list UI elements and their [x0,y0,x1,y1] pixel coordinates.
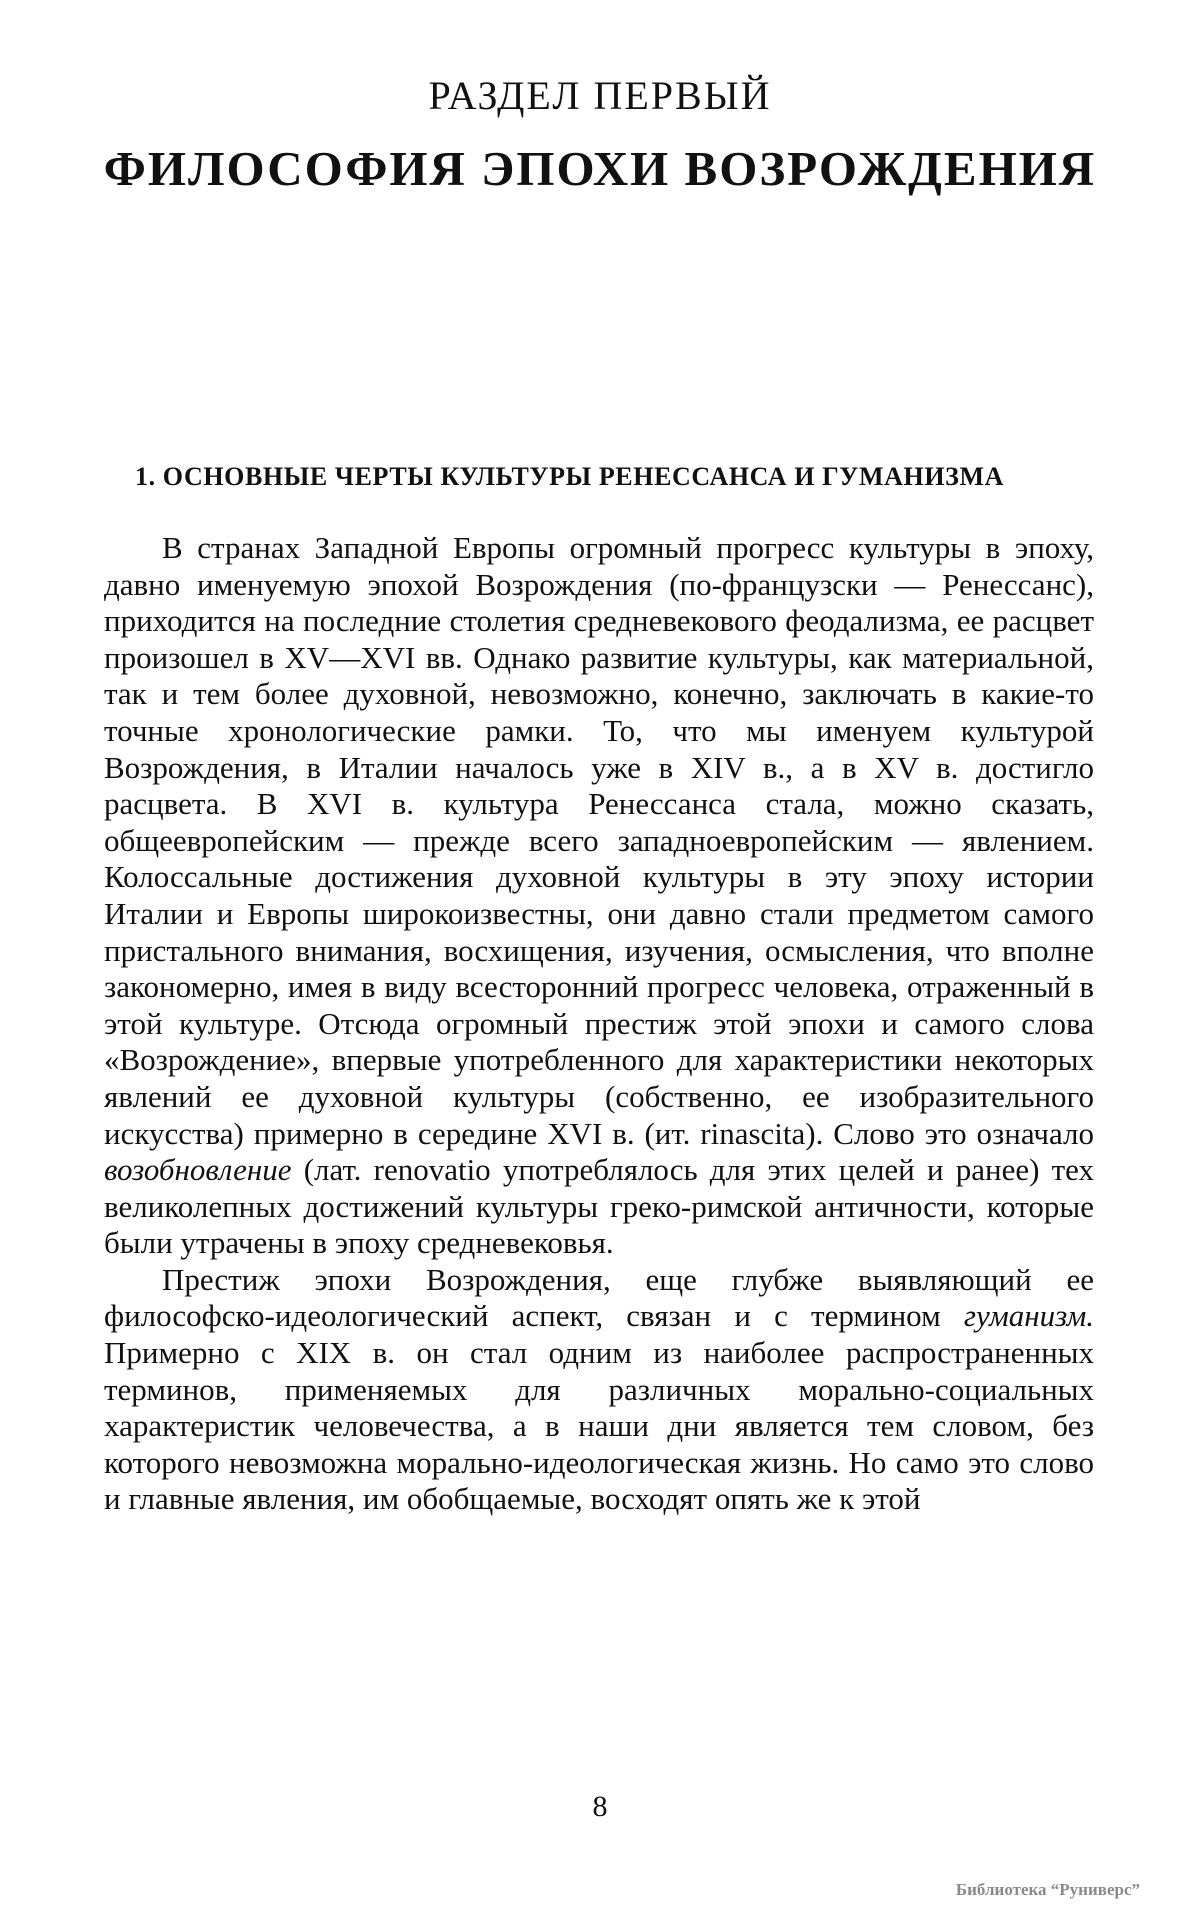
chapter-heading: 1. ОСНОВНЫЕ ЧЕРТЫ КУЛЬТУРЫ РЕНЕССАНСА И ГУМАНИЗМА [135,462,1004,491]
library-watermark: Библиотека “Руниверс” [955,1880,1140,1899]
paragraph-2-emphasis: гуманизм. [963,1298,1094,1334]
paragraph-2-text-end: Примерно с XIX в. он стал одним из наиболее распространенных терминов, применяемых для различных морально-социальных характеристик человечества, а в наши дни является тем словом, без которого невозможна морально-идеологическая жизнь. Но само это слово и главные явления, им обобщаемые, восходят опять же к этой [104,1335,1094,1517]
paragraph-1 [104,530,1094,1262]
paragraph-2-text-start: Престиж эпохи Возрождения, еще глубже выявляющий ее философско-идеологический аспект, связан и с термином [104,1261,1094,1334]
section-label: РАЗДЕЛ ПЕРВЫЙ [428,73,772,118]
paragraph-1-emphasis: возобновление [104,1152,292,1188]
paragraph-1-text-end: (лат. renovatio употреблялось для этих целей и ранее) тех великолепных достижений культуры греко-римской античности, которые были утрачены в эпоху средневековья. [104,1152,1094,1261]
body-text [104,530,1094,1518]
page-number: 8 [592,1790,608,1823]
section-title: ФИЛОСОФИЯ ЭПОХИ ВОЗРОЖДЕНИЯ [103,141,1097,196]
paragraph-2 [104,1262,1094,1518]
paragraph-1-text-start: В странах Западной Европы огромный прогресс культуры в эпоху, давно именуемую эпохой Возрождения (по-французски — Ренессанс), приходится на последние столетия средневекового феодализма, ее расцвет произошел в XV—XVI вв. Однако развитие культуры, как материальной, так и тем более духовной, невозможно, конечно, заключать в какие-то точные хронологические рамки. То, что мы именуем культурой Возрождения, в Италии началось уже в XIV в., а в XV в. достигло расцвета. В XVI в. культура Ренессанса стала, можно сказать, общеевропейским — прежде всего западноевропейским — явлением. Колоссальные достижения духовной культуры в эту эпоху истории Италии и Европы широкоизвестны, они давно стали предметом самого пристального внимания, восхищения, изучения, осмысления, что вполне закономерно, имея в виду всесторонний прогресс человека, отраженный в этой культуре. Отсюда огромный престиж этой эпохи и самого слова «Возрождение», впервые употребленного для характеристики некоторых явлений ее духовной культуры (собственно, ее изобразительного искусства) примерно в середине XVI в. (ит. rinascita). Слово это означало [104,530,1094,1151]
